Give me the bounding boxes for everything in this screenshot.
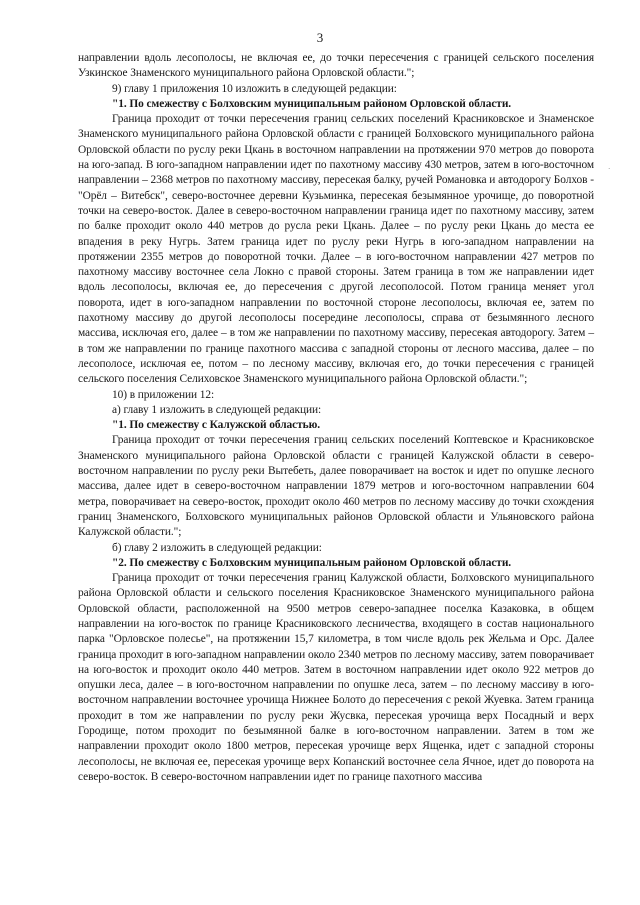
amendment-subitem-b: б) главу 2 изложить в следующей редакции: <box>112 541 322 554</box>
paragraph-continuation: направлении вдоль лесополосы, не включая ее, до точки пересечения с границей сельского поселения Узкинское Знаменского муниципального района Орловской области."; <box>78 52 594 80</box>
section-heading: "1. По смежеству с Калужской областью. <box>112 419 320 432</box>
amendment-subitem-a: а) главу 1 изложить в следующей редакции: <box>112 403 322 416</box>
boundary-description-paragraph: Граница проходит от точки пересечения границ сельских поселений Коптевское и Красниковское Знаменского муниципального района Орловской области с границей Калужской области в северо-восточном направлении по руслу реки Вытебеть, далее поворачивает на восток и идет по опушке лесного массива, далее идет в северо-восточном направлении 1879 метров и юго-восточном направлении 604 метра, поворачивает на северо-восток, проходит около 460 метров по лесному массиву до точки схождения границ Знаменского, Болховского муниципальных районов Орловской области и Ульяновского района Калужской области."; <box>78 434 594 539</box>
section-heading: "2. По смежеству с Болховским муниципальным районом Орловской области. <box>112 556 512 569</box>
page-number: 3 <box>316 30 324 45</box>
boundary-description-paragraph: Граница проходит от точки пересечения границ Калужской области, Болховского муниципального района Орловской области и сельского поселения Красниковское Знаменского муниципального района Орловской области, расположенной на 9500 метров северо-западнее поселка Казаковка, в общем направлении на юго-восток по границе Красниковского лесничества, входящего в состав национального парка "Орловское полесье", на протяжении 15,7 километра, в том числе вдоль рек Жельма и Орс. Далее граница проходит в юго-западном направлении около 2340 метров по лесному массиву, затем поворачивает на юго-восток и проходит около 440 метров. Затем в восточном направлении идет около 922 метров до опушки леса, далее – в юго-восточном направлении по опушке леса, затем – по лесному массиву в юго-восточном направлении восточнее урочища Нижнее Болото до пересечения с рекой Жуевка. Затем граница проходит в том же направлении по руслу реки Жусвка, пересекая урочища верх Посадный и верх Городище, потом проходит по безымянной балке в юго-восточном направлении. Затем в том же направлении проходит около 1800 метров, пересекая урочище верх Ященка, идет с западной стороны лесополосы, не включая ее, пересекая урочище верх Копанский восточнее села Ячное, идет до поворота на северо-восток. В северо-восточном направлении идет по границе пахотного массива <box>78 572 594 783</box>
section-heading: "1. По смежеству с Болховским муниципальным районом Орловской области. <box>112 97 512 110</box>
amendment-item-10: 10) в приложении 12: <box>112 388 215 401</box>
document-body <box>78 51 594 785</box>
amendment-item-9: 9) главу 1 приложения 10 изложить в следующей редакции: <box>112 82 397 95</box>
boundary-description-paragraph: Граница проходит от точки пересечения границ сельских поселений Красниковское и Знаменское Знаменского муниципального района Орловской области с границей Болховского муниципального района Орловской области по руслу реки Цкань в восточном направлении на протяжении 970 метров до поворота на юго-запад. В юго-западном направлении идет по пахотному массиву 430 метров, затем в юго-восточном направлении – 2368 метров по пахотному массиву, пересекая балку, ручей Романовка и автодорогу Болхов - "Орёл – Витебск", северо-восточнее деревни Кузьминка, пересекая безымянное урочище, до поворотной точки на северо-восток. Далее в северо-восточном направлении граница идет по пахотному массиву, затем по балке проходит около 440 метров до русла реки Цкань. Далее – по руслу реки Цкань до места ее впадения в реку Нугрь. Затем граница идет по руслу реки Нугрь в юго-западном направлении на протяжении 2355 метров до поворотной точки. Далее – в юго-восточном направлении 427 метров по пахотному массиву восточнее села Локно с правой стороны. Затем граница в том же направлении идет вдоль лесополосы, включая ее, до пересечения с другой лесополосой. Потом граница меняет угол поворота, идет в юго-западном направлении по восточной стороне лесополосы, включая ее, затем по пахотному массиву до другой лесополосы посередине лесополосы, справа от безымянного лесного массива, исключая его, далее – в том же направлении по пахотному массиву, пересекая автодорогу. Затем – в том же направлении по границе пахотного массива с западной стороны от лесного массива, далее – по лесополосе, исключая ее, потом – по лесному массиву, включая его, до точки пересечения с границей сельского поселения Селиховское Знаменского муниципального района Орловской области."; <box>78 113 594 386</box>
margin-mark: · <box>608 165 611 173</box>
